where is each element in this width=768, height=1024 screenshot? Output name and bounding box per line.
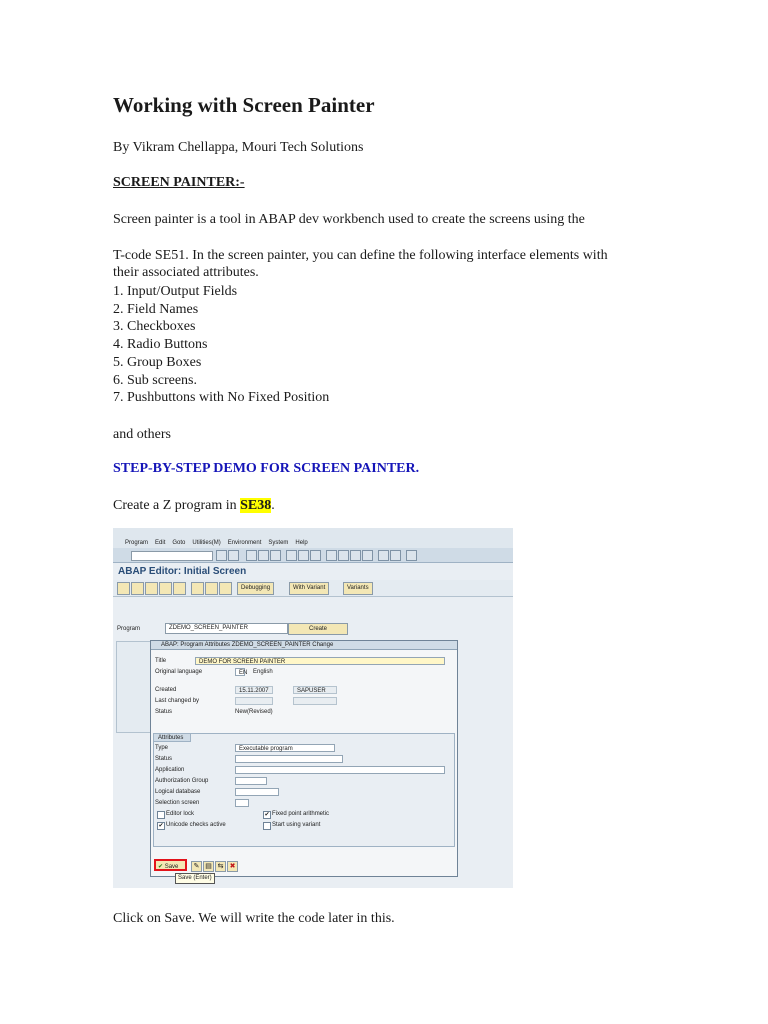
page-title: Working with Screen Painter (113, 93, 375, 117)
selection-screen-input[interactable] (235, 799, 249, 807)
help-icon[interactable] (406, 550, 417, 561)
unicode-label: Unicode checks active (166, 822, 226, 828)
intro-line-3: their associated attributes. (113, 265, 259, 280)
next-page-icon[interactable] (350, 550, 361, 561)
dialog-title: ABAP: Program Attributes ZDEMO_SCREEN_PAINTER Change (151, 641, 457, 650)
selection-screen-label: Selection screen (155, 800, 200, 806)
auth-group-label: Authorization Group (155, 778, 209, 784)
save-icon[interactable] (228, 550, 239, 561)
se38-highlight: SE38 (240, 498, 272, 513)
attributes-tab: Attributes (153, 733, 191, 742)
shortcut-icon[interactable] (390, 550, 401, 561)
find-next-icon[interactable] (310, 550, 321, 561)
menu-item-edit[interactable]: Edit (155, 540, 166, 546)
list-item: 7. Pushbuttons with No Fixed Position (113, 390, 330, 405)
logical-db-input[interactable] (235, 788, 279, 796)
where-used-icon[interactable] (145, 582, 158, 595)
list-item: 2. Field Names (113, 302, 199, 317)
create-instruction: Create a Z program in SE38. (113, 498, 275, 513)
last-page-icon[interactable] (362, 550, 373, 561)
menu-item-system[interactable]: System (268, 540, 289, 546)
unicode-checkbox[interactable]: ✔ (158, 823, 164, 829)
sap-menu (125, 540, 308, 546)
fixed-point-label: Fixed point arithmetic (272, 811, 330, 817)
program-label: Program (117, 626, 141, 632)
program-attributes-dialog (150, 640, 458, 877)
language-code-field[interactable]: EN (235, 668, 245, 676)
closing-text: Click on Save. We will write the code later in this. (113, 911, 395, 926)
activate-icon[interactable] (131, 582, 144, 595)
list-item: 6. Sub screens. (113, 373, 197, 388)
auth-group-input[interactable] (235, 777, 267, 785)
create-button[interactable]: Create (288, 623, 348, 635)
cancel-icon[interactable]: ✖ (227, 861, 238, 872)
status2-label: Status (155, 756, 173, 762)
command-field[interactable] (131, 551, 213, 561)
menu-item-environment[interactable]: Environment (227, 540, 262, 546)
menu-item-help[interactable]: Help (295, 540, 308, 546)
check-icon: ✔ (158, 864, 165, 870)
menu-item-goto[interactable]: Goto (172, 540, 186, 546)
program-input[interactable]: ZDEMO_SCREEN_PAINTER (165, 623, 288, 634)
first-page-icon[interactable] (326, 550, 337, 561)
rename-icon[interactable] (205, 582, 218, 595)
application-select[interactable] (235, 766, 445, 774)
sap-screenshot (113, 528, 513, 888)
title-label: Title (155, 658, 167, 664)
copy-icon[interactable] (191, 582, 204, 595)
list-item: 4. Radio Buttons (113, 337, 208, 352)
save-tooltip: Save (Enter) (175, 873, 215, 884)
type-label: Type (155, 745, 169, 751)
start-variant-checkbox[interactable] (263, 822, 271, 830)
last-changed-label: Last changed by (155, 698, 200, 704)
list-item: 5. Group Boxes (113, 355, 202, 370)
prev-page-icon[interactable] (338, 550, 349, 561)
check-icon[interactable] (117, 582, 130, 595)
section-heading: SCREEN PAINTER:- (113, 175, 245, 190)
status-select[interactable] (235, 755, 343, 763)
type-select[interactable]: Executable program (235, 744, 335, 752)
edit-icon[interactable]: ✎ (191, 861, 202, 872)
start-variant-label: Start using variant (272, 822, 321, 828)
menu-item-program[interactable]: Program (125, 540, 149, 546)
back-icon[interactable] (246, 550, 257, 561)
exit-icon[interactable] (258, 550, 269, 561)
object-list-icon[interactable] (159, 582, 172, 595)
and-others-text: and others (113, 427, 171, 442)
title-input[interactable]: DEMO FOR SCREEN PAINTER (195, 657, 445, 665)
print-icon[interactable] (286, 550, 297, 561)
editor-lock-checkbox[interactable] (157, 811, 165, 819)
intro-line-2: T-code SE51. In the screen painter, you can define the following interface elements with (113, 248, 608, 263)
created-date: 15.11.2007 (235, 686, 273, 694)
original-language-label: Original language (155, 669, 203, 675)
new-session-icon[interactable] (378, 550, 389, 561)
cancel-icon[interactable] (270, 550, 281, 561)
intro-line-1: Screen painter is a tool in ABAP dev workbench used to create the screens using the (113, 212, 585, 227)
find-icon[interactable] (298, 550, 309, 561)
created-user: SAPUSER (293, 686, 337, 694)
save-button[interactable]: ✔ Save (154, 859, 187, 871)
screen-title: ABAP Editor: Initial Screen (118, 566, 247, 577)
byline: By Vikram Chellappa, Mouri Tech Solutions (113, 140, 364, 155)
display-icon[interactable]: ▤ (203, 861, 214, 872)
demo-heading: STEP-BY-STEP DEMO FOR SCREEN PAINTER. (113, 461, 420, 476)
transport-icon[interactable]: ⇆ (215, 861, 226, 872)
application-label: Application (155, 767, 185, 773)
enter-icon[interactable] (216, 550, 227, 561)
execute-icon[interactable] (173, 582, 186, 595)
delete-icon[interactable] (219, 582, 232, 595)
last-changed-user (293, 697, 337, 705)
variants-button[interactable]: Variants (343, 582, 373, 595)
logical-db-label: Logical database (155, 789, 201, 795)
created-label: Created (155, 687, 177, 693)
last-changed-date (235, 697, 273, 705)
list-item: 3. Checkboxes (113, 319, 196, 334)
status-label: Status (155, 709, 173, 715)
status-value: New(Revised) (235, 709, 273, 715)
language-name: English (253, 669, 273, 675)
list-item: 1. Input/Output Fields (113, 284, 238, 299)
with-variant-button[interactable]: With Variant (289, 582, 329, 595)
menu-item-utilities[interactable]: Utilities(M) (192, 540, 221, 546)
debugging-button[interactable]: Debugging (237, 582, 274, 595)
fixed-point-checkbox[interactable]: ✔ (264, 812, 270, 818)
editor-lock-label: Editor lock (166, 811, 195, 817)
